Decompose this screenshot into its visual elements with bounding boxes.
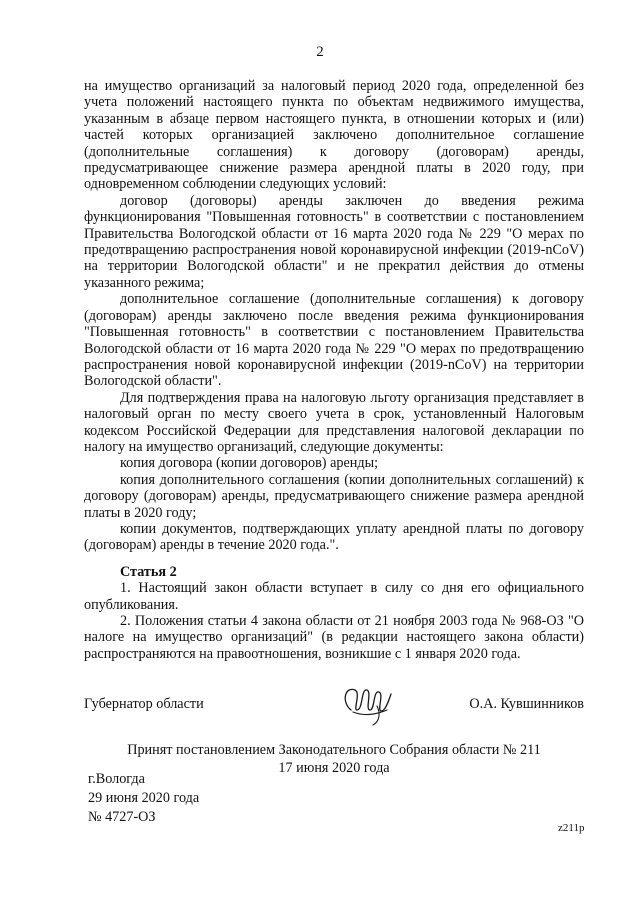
paragraph-document-2: копия дополнительного соглашения (копии дополнительных соглашений) к договору (договорам) аренды, предусматривающего снижение размера арендной платы в 2020 году; (84, 471, 584, 521)
issue-number: № 4727-ОЗ (88, 809, 156, 825)
paragraph-condition-1: договор (договоры) аренды заключен до введения режима функционирования "Повышенная готовность" в соответствии с постановлением Правительства Вологодской области от 16 марта 2020 года № 229 "О мерах по предотвращению распространения новой коронавирусной инфекции (2019-nCoV) на территории Вологодской области" и не прекратил действия до отмены указанного режима; (84, 192, 584, 291)
paragraph-document-3: копии документов, подтверждающих уплату арендной платы по договору (договорам) аренды в течение 2020 года.". (84, 520, 584, 554)
signatory-name: О.А. Кувшинников (469, 696, 584, 712)
article-heading: Статья 2 (120, 563, 177, 580)
page-number: 2 (316, 44, 324, 60)
adoption-line: Принят постановлением Законодательного Собрания области № 211 (127, 742, 541, 758)
document-code: z211p (558, 822, 585, 834)
document-body (84, 78, 584, 662)
paragraph-condition-2: дополнительное соглашение (дополнительные соглашения) к договору (договорам) аренды заключено после введения режима функционирования "Повышенная готовность" в соответствии с постановлением Правительства Вологодской области от 16 марта 2020 года № 229 "О мерах по предотвращению распространения новой коронавирусной инфекции (2019-nCoV) на территории Вологодской области". (84, 291, 584, 390)
paragraph-document-1: копия договора (копии договоров) аренды; (120, 455, 379, 472)
issue-date: 29 июня 2020 года (88, 790, 200, 806)
signatory-title: Губернатор области (84, 696, 204, 712)
issue-details (88, 770, 199, 827)
issue-city: г.Вологда (88, 771, 145, 787)
paragraph-continuation: на имущество организаций за налоговый период 2020 года, определенной без учета положений настоящего пункта по объектам недвижимого имущества, указанным в абзаце первом настоящего пункта, в отношении которых и (или) частей которых организацией заключено дополнительное соглашение (дополнительные соглашения) к договору (договорам) аренды, предусматривающее снижение размера арендной платы в 2020 году, при одновременном соблюдении следующих условий: (84, 78, 584, 193)
adoption-date: 17 июня 2020 года (278, 760, 390, 776)
signature-row (84, 696, 584, 720)
handwritten-signature (337, 680, 393, 726)
article-item-2: 2. Положения статьи 4 закона области от 21 ноября 2003 года № 968-ОЗ "О налоге на имущество организаций" (в редакции настоящего закона области) распространяются на правоотношения, возникшие с 1 января 2020 года. (84, 613, 584, 662)
paragraph-documents-intro: Для подтверждения права на налоговую льготу организация представляет в налоговый орган по месту своего учета в срок, установленный Налоговым кодексом Российской Федерации для представления налоговой декларации по налогу на имущество организаций, следующие документы: (84, 389, 584, 455)
article-item-1: 1. Настоящий закон области вступает в силу со дня его официального опубликования. (84, 580, 584, 613)
